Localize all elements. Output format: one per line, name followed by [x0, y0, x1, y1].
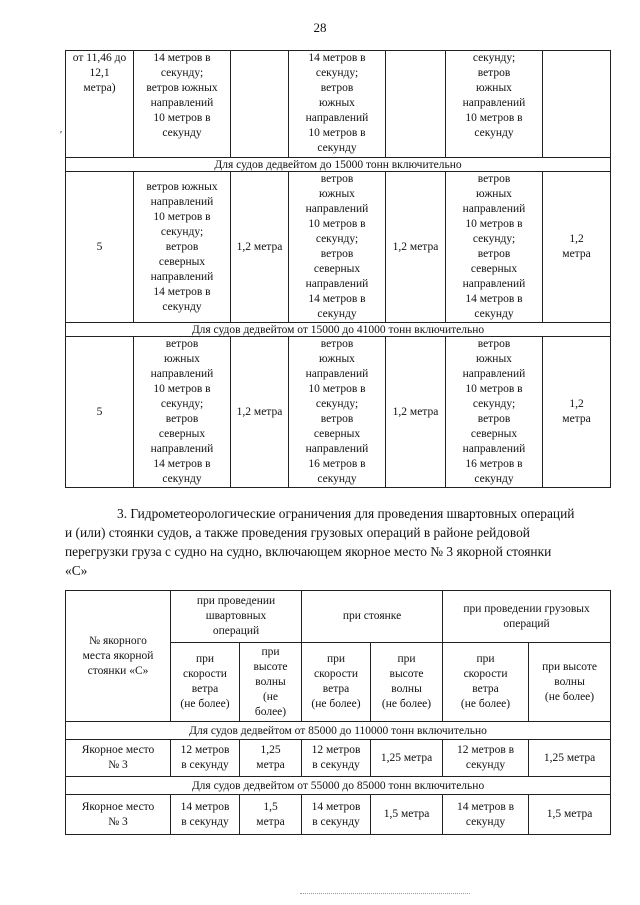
paragraph-line: 3. Гидрометеорологические ограничения для проведения швартовных операций [117, 506, 575, 521]
section-caption-row [66, 323, 611, 337]
header-wave-height: при высоте волны (не более) [240, 643, 302, 722]
table-cell: 1,5 метра [240, 795, 302, 835]
paragraph-line: перегрузки груза с судно на судно, включающем якорное место № 3 якорной стоянки [65, 544, 552, 559]
table-cell: ветров южных направлений 10 метров в секунду; ветров северных направлений 14 метров в секунду [134, 337, 231, 488]
table-cell [543, 51, 611, 158]
anchorage-c-limits-table [65, 590, 611, 835]
table-cell: 12 метров в секунду [443, 740, 529, 777]
table-cell: Якорное место № 3 [66, 795, 171, 835]
table-cell [231, 51, 289, 158]
table-cell: 1,5 метра [529, 795, 611, 835]
table-cell: 14 метров в секунду; ветров южных направлений 10 метров в секунду [134, 51, 231, 158]
paragraph-line: и (или) стоянки судов, а также проведения грузовых операций в районе рейдовой [65, 525, 530, 540]
header-wave-height: при высоте волны (не более) [371, 643, 443, 722]
table-row [66, 795, 611, 835]
section-caption: Для судов дедвейтом от 85000 до 110000 тонн включительно [66, 722, 611, 740]
header-stay: при стоянке [302, 591, 443, 643]
section-caption: Для судов дедвейтом от 55000 до 85000 тонн включительно [66, 777, 611, 795]
table-cell: 1,5 метра [371, 795, 443, 835]
table-cell: ветров южных направлений 10 метров в секунду; ветров северных направлений 16 метров в секунду [289, 337, 386, 488]
table-cell: 1,2 метра [386, 172, 446, 323]
table-cell: 1,2 метра [386, 337, 446, 488]
table-cell: ветров южных направлений 10 метров в секунду; ветров северных направлений 14 метров в секунду [446, 172, 543, 323]
paragraph-line: «С» [65, 563, 88, 578]
section-caption-row [66, 158, 611, 172]
table-cell: 14 метров в секунду [171, 795, 240, 835]
section-caption: Для судов дедвейтом до 15000 тонн включительно [66, 158, 611, 172]
table-cell: 12 метров в секунду [302, 740, 371, 777]
table-cell: 1,25 метра [371, 740, 443, 777]
table-row [66, 740, 611, 777]
table-cell: 5 [66, 172, 134, 323]
section-caption-row [66, 722, 611, 740]
table-cell: 14 метров в секунду [302, 795, 371, 835]
section-caption-row [66, 777, 611, 795]
table-row [66, 172, 611, 323]
section-caption: Для судов дедвейтом от 15000 до 41000 тонн включительно [66, 323, 611, 337]
table-cell: ветров южных направлений 10 метров в секунду; ветров северных направлений 16 метров в секунду [446, 337, 543, 488]
table-cell: ветров южных направлений 10 метров в секунду; ветров северных направлений 14 метров в секунду [289, 172, 386, 323]
table-cell: от 11,46 до 12,1 метра) [66, 51, 134, 158]
table-cell: 1,2 метра [543, 337, 611, 488]
table-cell: 1,25 метра [529, 740, 611, 777]
wind-limits-table-continued [65, 50, 611, 488]
table-cell: 1,2 метра [543, 172, 611, 323]
table-cell: 1,25 метра [240, 740, 302, 777]
header-mooring: при проведении швартовных операций [171, 591, 302, 643]
footer-line [300, 893, 470, 894]
table-cell: 14 метров в секунду [443, 795, 529, 835]
header-wave-height: при высоте волны (не более) [529, 643, 611, 722]
table-cell: ветров южных направлений 10 метров в секунду; ветров северных направлений 14 метров в секунду [134, 172, 231, 323]
table-cell: 5 [66, 337, 134, 488]
table-cell: 1,2 метра [231, 337, 289, 488]
header-wind-speed: при скорости ветра (не более) [171, 643, 240, 722]
header-wind-speed: при скорости ветра (не более) [443, 643, 529, 722]
table-row [66, 337, 611, 488]
page-number: 28 [313, 20, 327, 35]
table-cell: 12 метров в секунду [171, 740, 240, 777]
table-row [66, 51, 611, 158]
table-cell [386, 51, 446, 158]
table-cell: секунду; ветров южных направлений 10 метров в секунду [446, 51, 543, 158]
binding-mark: ʹ [60, 130, 63, 141]
header-anchor-place: № якорного места якорной стоянки «С» [66, 591, 171, 722]
table-cell: Якорное место № 3 [66, 740, 171, 777]
table-cell: 1,2 метра [231, 172, 289, 323]
header-wind-speed: при скорости ветра (не более) [302, 643, 371, 722]
table-cell: 14 метров в секунду; ветров южных направлений 10 метров в секунду [289, 51, 386, 158]
header-cargo: при проведении грузовых операций [443, 591, 611, 643]
section-3-paragraph [65, 504, 610, 580]
header-row [66, 591, 611, 643]
